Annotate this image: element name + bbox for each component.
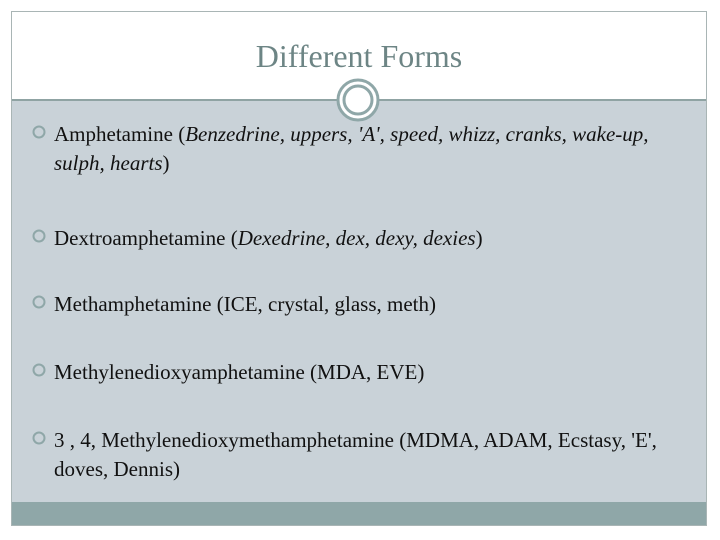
bullet-aliases: MDA, EVE	[317, 360, 418, 384]
list-item	[32, 224, 483, 253]
bullet-open: (	[225, 226, 238, 250]
slide-title: Different Forms	[255, 38, 463, 74]
footer-bar	[12, 502, 706, 525]
bullet-open: (	[304, 360, 318, 384]
bullet-aliases: Dexedrine, dex, dexy, dexies	[237, 226, 476, 250]
bullet-aliases: Benzedrine, uppers, 'A', speed, whizz, cranks, wake-up, sulph, hearts	[54, 122, 649, 175]
list-item	[32, 290, 436, 319]
list-item	[32, 358, 424, 387]
bullet-name: 3 , 4, Methylenedioxymethamphetamine	[54, 428, 394, 452]
bullet-name: Methamphetamine	[54, 292, 212, 316]
bullet-name: Methylenedioxyamphetamine	[54, 360, 305, 384]
bullet-close: )	[173, 457, 180, 481]
ring-ornament-icon	[336, 78, 380, 122]
bullet-open: (	[211, 292, 224, 316]
circle-bullet-icon	[32, 363, 46, 377]
circle-bullet-icon	[32, 431, 46, 445]
circle-bullet-icon	[32, 295, 46, 309]
bullet-aliases: ICE, crystal, glass, meth	[223, 292, 429, 316]
list-item	[32, 120, 676, 178]
bullet-close: )	[162, 151, 170, 175]
circle-bullet-icon	[32, 125, 46, 139]
bullet-aliases: MDMA, ADAM, Ecstasy, 'E', doves, Dennis	[54, 428, 657, 481]
circle-bullet-icon	[32, 229, 46, 243]
bullet-name: Amphetamine	[54, 122, 173, 146]
bullet-open: (	[172, 122, 186, 146]
bullet-close: )	[429, 292, 436, 316]
bullet-open: (	[394, 428, 407, 452]
body-area	[12, 101, 706, 504]
slide	[11, 11, 707, 526]
bullet-close: )	[417, 360, 425, 384]
bullet-close: )	[475, 226, 483, 250]
list-item	[32, 426, 676, 484]
bullet-name: Dextroamphetamine	[54, 226, 226, 250]
